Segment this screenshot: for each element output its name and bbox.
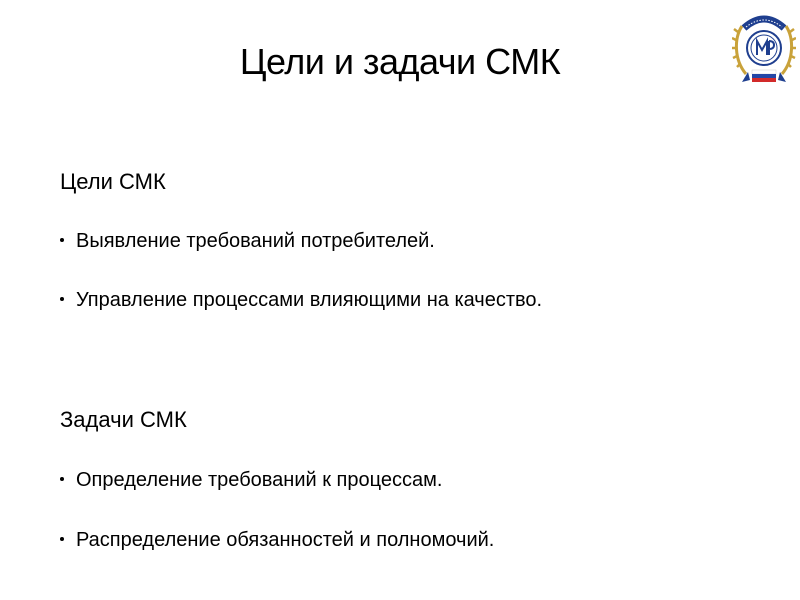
slide-title: Цели и задачи СМК — [239, 41, 561, 82]
tasks-list-item — [58, 525, 494, 555]
bullet-icon — [60, 537, 64, 541]
tasks-heading: Задачи СМК — [60, 407, 187, 432]
tasks-item-text: Определение требований к процессам. — [76, 469, 443, 491]
goals-list-item — [58, 226, 435, 256]
university-emblem-icon — [732, 8, 796, 88]
bullet-icon — [60, 238, 64, 242]
tasks-list-item — [58, 465, 442, 495]
bullet-icon — [60, 297, 64, 301]
tasks-item-text: Распределение обязанностей и полномочий. — [76, 529, 495, 551]
goals-heading: Цели СМК — [60, 169, 166, 194]
goals-item-text: Управление процессами влияющими на качество. — [76, 289, 543, 311]
bullet-icon — [60, 477, 64, 481]
goals-list-item — [58, 285, 542, 315]
goals-item-text: Выявление требований потребителей. — [76, 230, 435, 252]
